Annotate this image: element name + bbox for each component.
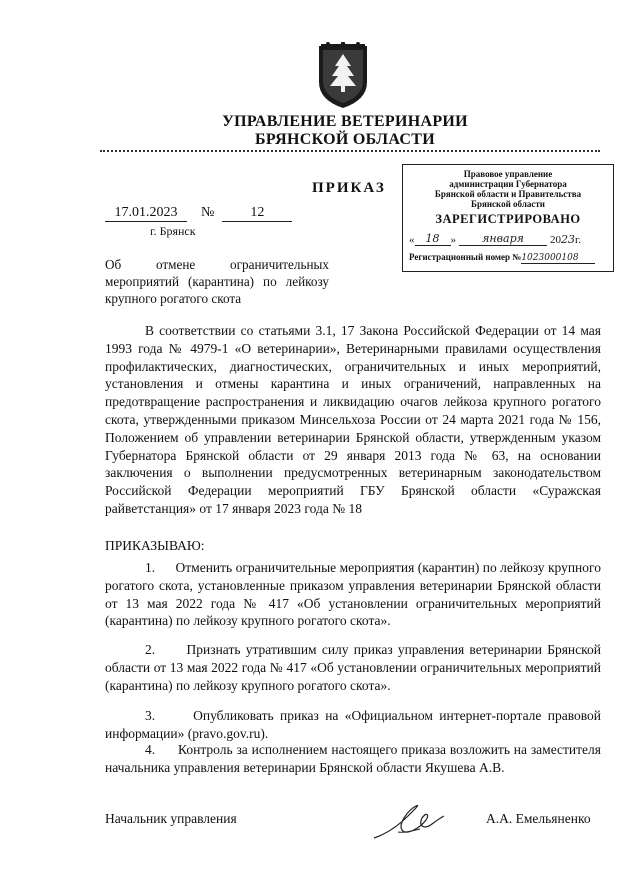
stamp-reg-label: Регистрационный номер № (409, 252, 522, 262)
stamp-year-prefix: 20 (550, 234, 561, 246)
date-number-line (105, 205, 292, 222)
coat-of-arms-icon (316, 42, 370, 110)
document-number: 12 (222, 205, 292, 222)
registration-stamp (402, 164, 614, 272)
number-sign: № (201, 205, 215, 220)
stamp-reg-number-line (409, 252, 607, 264)
stamp-month: января (459, 232, 547, 246)
document-subject: Об отмене ограничительных мероприятий (карантина) по лейкозу крупного рогатого скота (105, 257, 329, 306)
organization-name-line-2: БРЯНСКОЙ ОБЛАСТИ (255, 131, 435, 148)
signatory-name: А.А. Емельяненко (486, 811, 591, 826)
stamp-line-2: администрации Губернатора (449, 179, 567, 189)
stamp-line-4: Брянской области (471, 199, 545, 209)
stamp-date-line: « 18 » января 20 23 г. (409, 232, 582, 246)
header-divider (100, 150, 600, 152)
order-item-1: 1. Отменить ограничительные мероприятия (карантин) по лейкозу крупного рогатого скота, установленные приказом управления ветеринарии Брянской области от 13 мая 2022 года № 417 «Об установлении ограничительных мероприятий (карантина) по лейкозу крупного рогатого скота». (105, 560, 601, 629)
stamp-day: 18 (415, 232, 451, 246)
stamp-registered: ЗАРЕГИСТРИРОВАНО (435, 212, 581, 226)
order-item-2: 2. Признать утратившим силу приказ управления ветеринарии Брянской области от 13 мая 2022 года № 417 «Об установлении ограничительных мероприятий (карантина) по лейкозу крупного рогатого скота». (105, 642, 601, 693)
order-item-3: 3. Опубликовать приказ на «Официальном интернет-портале правовой информации» (pravo.gov.ru). (105, 708, 601, 741)
organization-name-line-1: УПРАВЛЕНИЕ ВЕТЕРИНАРИИ (222, 113, 468, 130)
city-label: г. Брянск (150, 224, 196, 238)
signatory-position: Начальник управления (105, 811, 237, 826)
stamp-line-3: Брянской области и Правительства (434, 189, 582, 199)
stamp-reg-number: 1023000108 (521, 253, 595, 264)
preamble-paragraph: В соответствии со статьями 3.1, 17 Закона Российской Федерации от 14 мая 1993 года № 4979-1 «О ветеринарии», Ветеринарными правилами осуществления профилактических, диагностических, ограничительных и иных мероприятий, установления и отмены карантина и иных ограничений, направленных на предотвращение распространения и ликвидацию очагов лейкоза крупного рогатого скота, утвержденными приказом Минсельхоза России от 24 марта 2021 года № 156, Положением об управлении ветеринарии Брянской области, утвержденным указом Губернатора Брянской области от 29 января 2013 года № 63, на основании заключения о выполнении предусмотренных ветеринарным законодательством Российской Федерации мероприятий ГБУ Брянской области «Суражская райветстанция» от 17 января 2023 года № 18 (105, 323, 601, 516)
document-type-title: ПРИКАЗ (312, 180, 386, 196)
stamp-year-suffix: 23 (561, 233, 575, 246)
stamp-line-1: Правовое управление (463, 169, 553, 179)
document-date: 17.01.2023 (105, 205, 187, 222)
order-item-4: 4. Контроль за исполнением настоящего приказа возложить на заместителя начальника управления ветеринарии Брянской области Якушева А.В. (105, 742, 601, 775)
order-word: ПРИКАЗЫВАЮ: (105, 538, 205, 553)
stamp-year-unit: г. (575, 234, 582, 246)
handwritten-signature (368, 800, 448, 842)
